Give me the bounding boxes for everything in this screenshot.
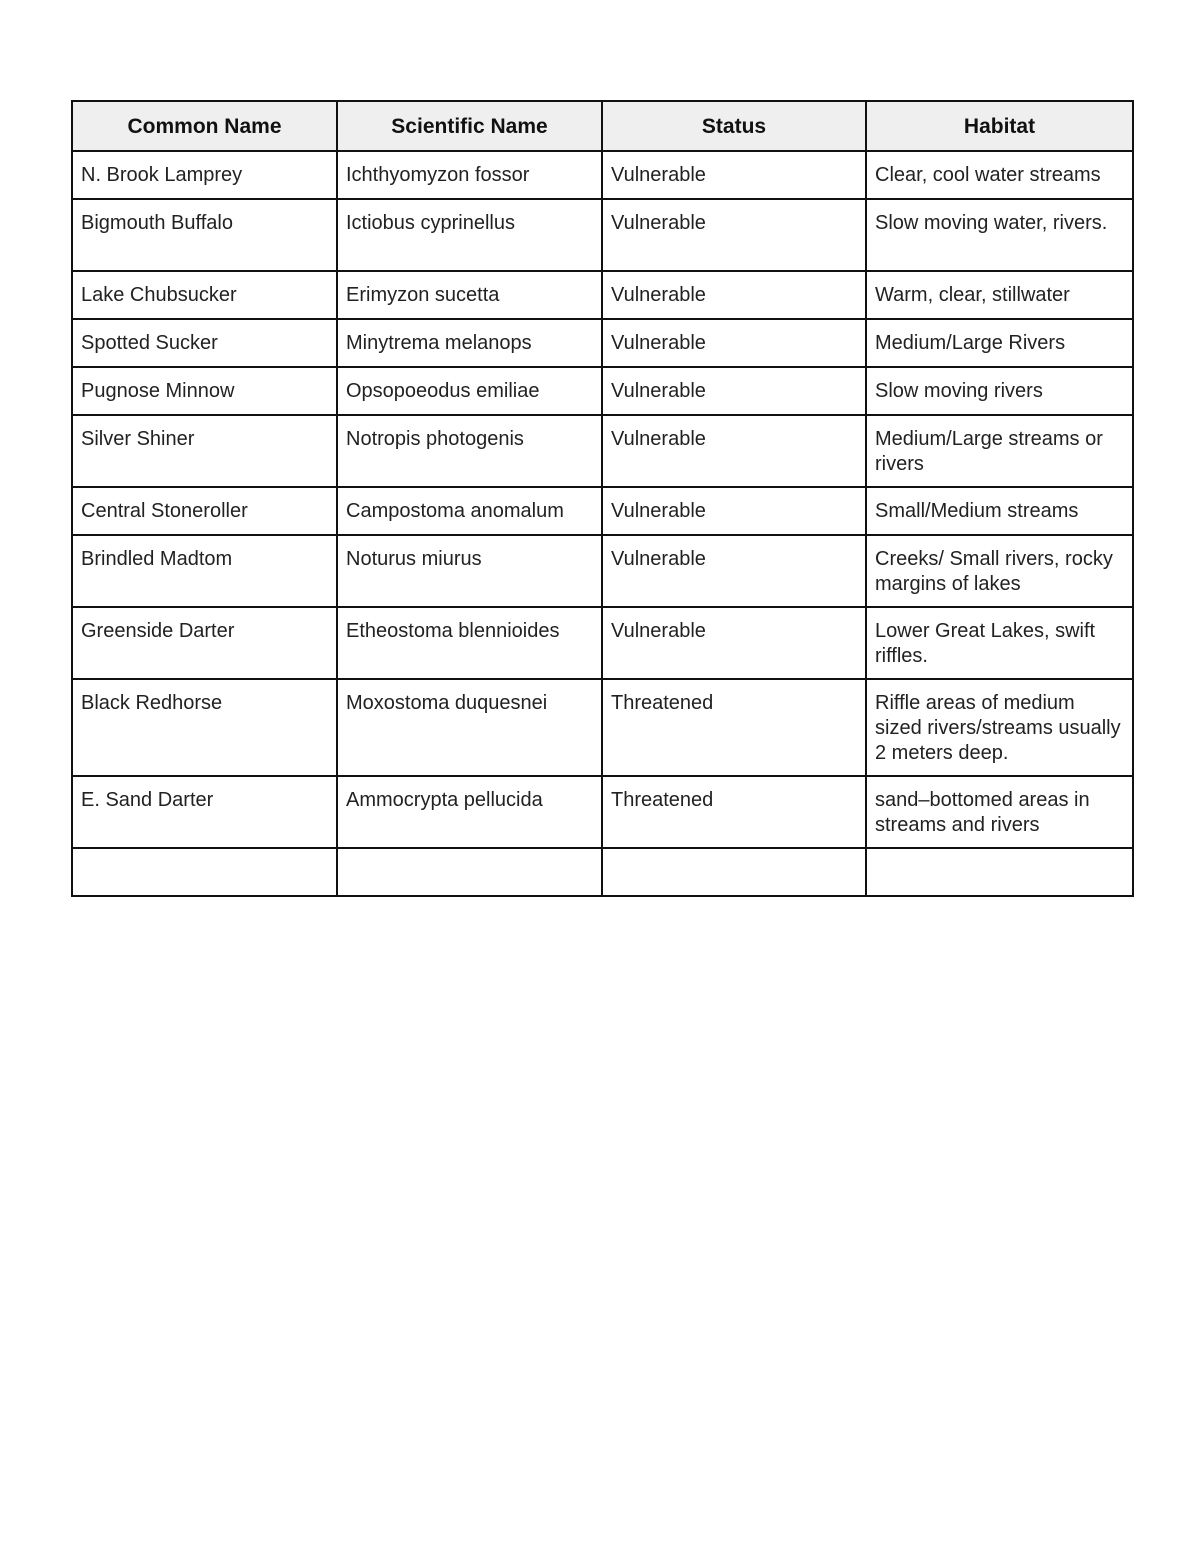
table-row: [72, 607, 1133, 679]
cell-scientific-name: Noturus miurus: [337, 535, 602, 607]
cell-scientific-name: [337, 848, 602, 896]
cell-status: Vulnerable: [602, 199, 866, 271]
table-row: [72, 367, 1133, 415]
header-scientific-name: Scientific Name: [337, 101, 602, 151]
cell-common-name: [72, 848, 337, 896]
cell-common-name: E. Sand Darter: [72, 776, 337, 848]
cell-scientific-name: Etheostoma blennioides: [337, 607, 602, 679]
cell-common-name: Silver Shiner: [72, 415, 337, 487]
cell-scientific-name: Minytrema melanops: [337, 319, 602, 367]
cell-habitat: [866, 848, 1133, 896]
table-row: [72, 487, 1133, 535]
cell-scientific-name: Opsopoeodus emiliae: [337, 367, 602, 415]
cell-status: Vulnerable: [602, 319, 866, 367]
cell-habitat: Slow moving rivers: [866, 367, 1133, 415]
cell-habitat: Clear, cool water streams: [866, 151, 1133, 199]
table-row: [72, 415, 1133, 487]
cell-status: [602, 848, 866, 896]
cell-status: Threatened: [602, 776, 866, 848]
table-row: [72, 776, 1133, 848]
cell-scientific-name: Ammocrypta pellucida: [337, 776, 602, 848]
table-header-row: [72, 101, 1133, 151]
cell-habitat: Creeks/ Small rivers, rocky margins of lakes: [866, 535, 1133, 607]
cell-habitat: Medium/Large Rivers: [866, 319, 1133, 367]
cell-common-name: Lake Chubsucker: [72, 271, 337, 319]
cell-status: Vulnerable: [602, 535, 866, 607]
cell-common-name: Brindled Madtom: [72, 535, 337, 607]
cell-status: Vulnerable: [602, 607, 866, 679]
cell-common-name: Spotted Sucker: [72, 319, 337, 367]
table-row: [72, 151, 1133, 199]
cell-common-name: Greenside Darter: [72, 607, 337, 679]
species-table: [71, 100, 1134, 897]
table-row: [72, 679, 1133, 776]
table-row: [72, 535, 1133, 607]
cell-habitat: Lower Great Lakes, swift riffles.: [866, 607, 1133, 679]
cell-scientific-name: Notropis photogenis: [337, 415, 602, 487]
header-common-name: Common Name: [72, 101, 337, 151]
header-habitat: Habitat: [866, 101, 1133, 151]
cell-common-name: Bigmouth Buffalo: [72, 199, 337, 271]
cell-common-name: Central Stoneroller: [72, 487, 337, 535]
cell-scientific-name: Erimyzon sucetta: [337, 271, 602, 319]
cell-status: Vulnerable: [602, 367, 866, 415]
cell-scientific-name: Ichthyomyzon fossor: [337, 151, 602, 199]
cell-common-name: Pugnose Minnow: [72, 367, 337, 415]
cell-scientific-name: Campostoma anomalum: [337, 487, 602, 535]
cell-habitat: Warm, clear, stillwater: [866, 271, 1133, 319]
cell-habitat: Small/Medium streams: [866, 487, 1133, 535]
cell-status: Vulnerable: [602, 487, 866, 535]
cell-scientific-name: Ictiobus cyprinellus: [337, 199, 602, 271]
table-row: [72, 199, 1133, 271]
header-status: Status: [602, 101, 866, 151]
table-row: [72, 319, 1133, 367]
cell-status: Threatened: [602, 679, 866, 776]
table-row: [72, 271, 1133, 319]
cell-habitat: sand–bottomed areas in streams and rivers: [866, 776, 1133, 848]
cell-habitat: Riffle areas of medium sized rivers/streams usually 2 meters deep.: [866, 679, 1133, 776]
cell-scientific-name: Moxostoma duquesnei: [337, 679, 602, 776]
table-row-empty: [72, 848, 1133, 896]
cell-status: Vulnerable: [602, 151, 866, 199]
cell-common-name: Black Redhorse: [72, 679, 337, 776]
cell-habitat: Medium/Large streams or rivers: [866, 415, 1133, 487]
cell-common-name: N. Brook Lamprey: [72, 151, 337, 199]
cell-habitat: Slow moving water, rivers.: [866, 199, 1133, 271]
cell-status: Vulnerable: [602, 271, 866, 319]
cell-status: Vulnerable: [602, 415, 866, 487]
